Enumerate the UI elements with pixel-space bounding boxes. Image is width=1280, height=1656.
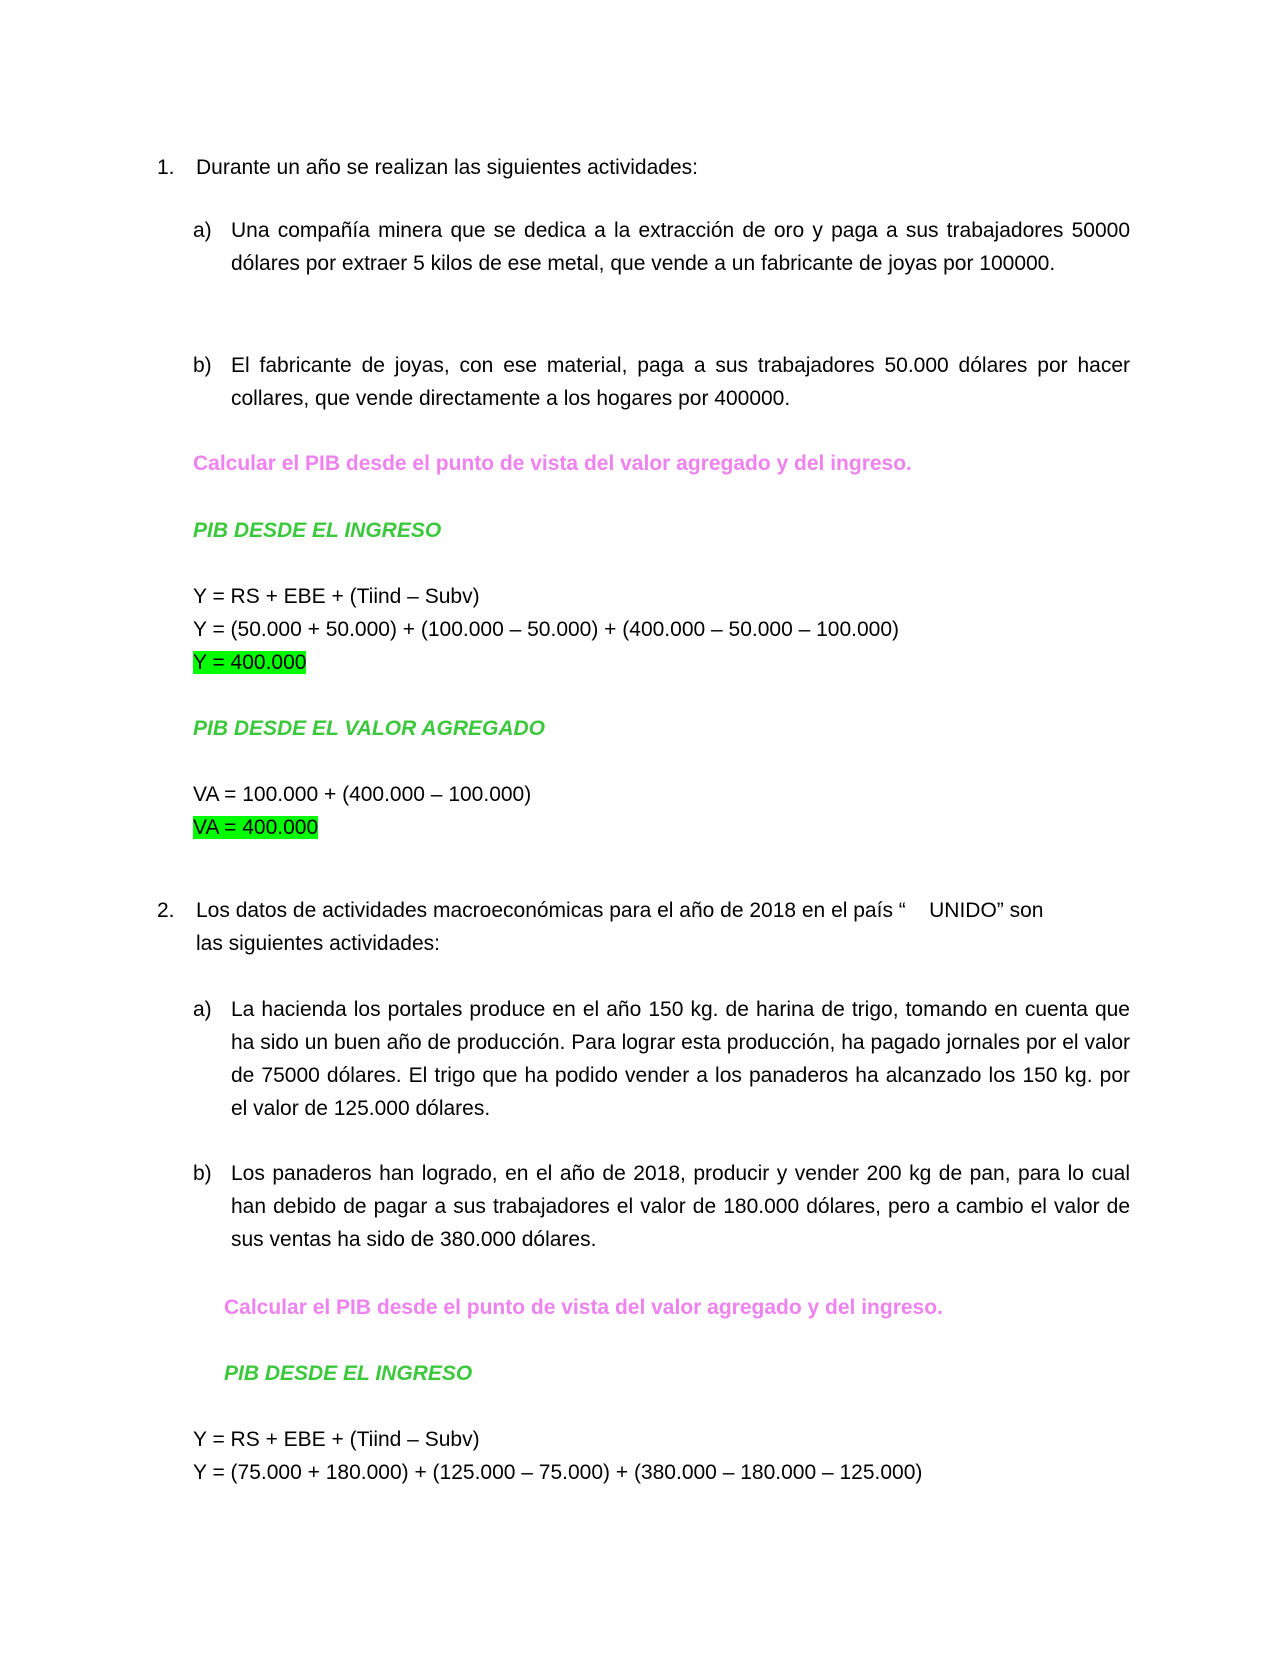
- q1-va-heading: PIB DESDE EL VALOR AGREGADO: [193, 717, 545, 740]
- q1-b-text: El fabricante de joyas, con ese material, paga a sus trabajadores 50.000 dólares por hacer collares, que vende directamente a los hogares por 400000.: [231, 354, 1130, 410]
- q2-b-text: Los panaderos han logrado, en el año de 2018, producir y vender 200 kg de pan, para lo cual han debido de pagar a sus trabajadores el valor de 180.000 dólares, pero a cambio el valor de sus ventas ha sido de 380.000 dólares.: [231, 1162, 1130, 1251]
- q2-ingreso-calc: Y = (75.000 + 180.000) + (125.000 – 75.000) + (380.000 – 180.000 – 125.000): [193, 1461, 923, 1484]
- q2-instruction: Calcular el PIB desde el punto de vista del valor agregado y del ingreso.: [224, 1296, 943, 1319]
- q2-b-label: b): [193, 1162, 212, 1185]
- q1-number: 1.: [157, 156, 175, 179]
- q1-ingreso-heading: PIB DESDE EL INGRESO: [193, 519, 442, 542]
- q2-ingreso-formula: Y = RS + EBE + (Tiind – Subv): [193, 1428, 480, 1451]
- q1-va-result: [193, 815, 318, 841]
- q1-a-label: a): [193, 219, 212, 242]
- q2-a-text: La hacienda los portales produce en el año 150 kg. de harina de trigo, tomando en cuenta que ha sido un buen año de producción. Para lograr esta producción, ha pagado jornales por el valor de 75000 dólares. El trigo que ha podido vender a los panaderos ha alcanzado los 150 kg. por el valor de 125.000 dólares.: [231, 998, 1130, 1120]
- q1-va-calc: VA = 100.000 + (400.000 – 100.000): [193, 783, 532, 806]
- q2-a-label: a): [193, 998, 212, 1021]
- q2-intro-line1: Los datos de actividades macroeconómicas para el año de 2018 en el país “ UNIDO” son: [196, 899, 1044, 922]
- q1-a-text: Una compañía minera que se dedica a la extracción de oro y paga a sus trabajadores 50000 dólares por extraer 5 kilos de ese metal, que vende a un fabricante de joyas por 100000.: [231, 219, 1130, 275]
- q1-va-result-highlight: VA = 400.000: [193, 816, 319, 839]
- q1-ingreso-formula: Y = RS + EBE + (Tiind – Subv): [193, 585, 480, 608]
- q1-ingreso-calc: Y = (50.000 + 50.000) + (100.000 – 50.000) + (400.000 – 50.000 – 100.000): [193, 618, 900, 641]
- q1-intro: Durante un año se realizan las siguientes actividades:: [196, 156, 698, 179]
- q1-b-label: b): [193, 354, 212, 377]
- q1-ingreso-result-highlight: Y = 400.000: [193, 651, 307, 674]
- q1-ingreso-result: [193, 650, 306, 676]
- q2-ingreso-heading: PIB DESDE EL INGRESO: [224, 1362, 473, 1385]
- q2-number: 2.: [157, 899, 175, 922]
- q1-instruction: Calcular el PIB desde el punto de vista del valor agregado y del ingreso.: [193, 452, 912, 475]
- q2-intro-line2: las siguientes actividades:: [196, 932, 440, 955]
